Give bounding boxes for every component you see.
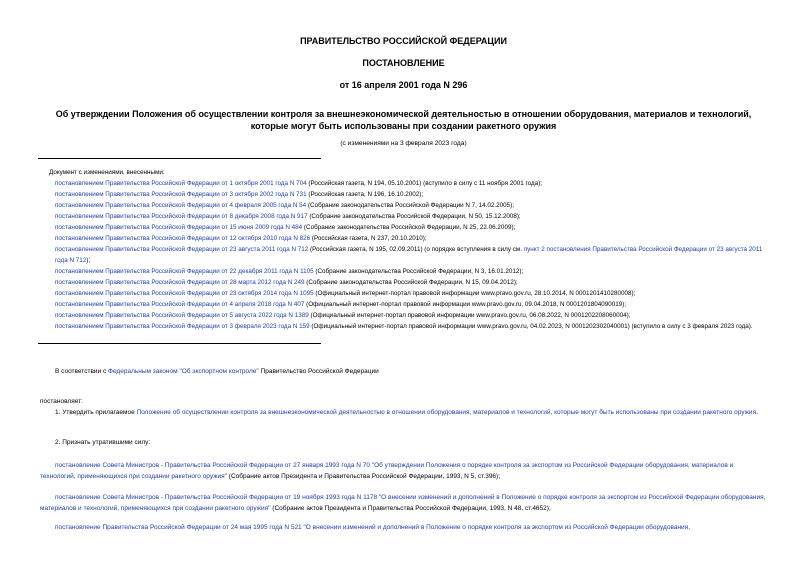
- amendment-item: [40, 178, 768, 189]
- amendment-source: (Официальный интернет-портал правовой информации www.pravo.gov.ru, 28.10.2014, N 0001201410280008);: [313, 290, 636, 297]
- amendment-item: [40, 299, 768, 310]
- preamble-paragraph: В соответствии с Федеральным законом "Об экспортном контроле" Правительство Российской Федерации: [55, 368, 379, 375]
- amendment-item: [40, 277, 768, 288]
- decree-verb: постановляет:: [40, 398, 83, 405]
- amendments-list: [40, 167, 768, 332]
- amendment-item: [40, 288, 768, 299]
- amendment-source: (Российская газета, N 196, 16.10.2002);: [306, 191, 424, 198]
- divider-bottom: [38, 343, 321, 344]
- amendment-source: (Российская газета, N 195, 02.09.2011) (о порядке вступления в силу см.: [308, 246, 524, 253]
- amendment-link[interactable]: постановлением Правительства Российской Федерации от 8 декабря 2008 года N 917: [55, 213, 308, 220]
- repealed-item-3: [40, 522, 768, 533]
- repealed-item-2: постановление Совета Министров - Правительства Российской Федерации от 19 ноября 1993 года N 1178 "О внесении изменений и дополнений в Положение о порядке контроля за экспортом из Российской Федерации оборудования, материалов и технологий, применяющихся при создании ракетного оружия" (Собрание актов Президента и Правительства Российской Федерации, 1993, N 48, ст.4652);: [40, 494, 766, 512]
- amendment-source: (Собрание законодательства Российской Федерации N 7, 14.02.2005);: [306, 202, 515, 209]
- amendments-heading: Документ с изменениями, внесенными:: [49, 169, 165, 176]
- amendment-link[interactable]: постановлением Правительства Российской Федерации от 15 июня 2009 года N 484: [55, 224, 303, 231]
- amendment-source: (Российская газета, N 194, 05.10.2001) (вступило в силу с 11 ноября 2001 года);: [306, 180, 543, 187]
- amendment-source: (Собрание законодательства Российской Федерации, N 15, 09.04.2012);: [304, 279, 518, 286]
- regulation-link[interactable]: Положение об осуществлении контроля за внешнеэкономической деятельностью в отношении оборудования, материалов и технологий, которые могут быть использованы при создании ракетного оружия: [136, 409, 757, 416]
- amendment-link[interactable]: постановлением Правительства Российской Федерации от 12 октября 2010 года N 826: [55, 235, 311, 242]
- amendment-item: [40, 222, 768, 233]
- amendment-source: (Собрание законодательства Российской Федерации, N 25, 22.06.2009);: [302, 224, 516, 231]
- amendment-source: (Официальный интернет-портал правовой информации www.pravo.gov.ru, 04.02.2023, N 0001202302040001) (вступило в силу с 3 февраля 2023 года).: [309, 323, 753, 330]
- amendment-source-end: );: [86, 257, 91, 264]
- amendment-source: (Официальный интернет-портал правовой информации www.pravo.gov.ru, 09.04.2018, N 0001201804090019);: [304, 301, 627, 308]
- amendment-item: [40, 200, 768, 211]
- repealed-link-1995-521[interactable]: постановление Правительства Российской Федерации от 24 мая 1995 года N 521 "О внесении изменений и дополнений в Положение о порядке контроля за экспортом из Российской Федерации оборудования,: [55, 524, 691, 531]
- amendment-link[interactable]: постановлением Правительства Российской Федерации от 22 декабря 2011 года N 1105: [55, 268, 314, 275]
- amendment-item: [40, 233, 768, 244]
- amendment-item: [40, 266, 768, 277]
- amendment-source: (Российская газета, N 237, 20.10.2010);: [310, 235, 427, 242]
- amendment-link[interactable]: постановлением Правительства Российской Федерации от 5 августа 2022 года N 1389: [55, 312, 309, 319]
- divider-top: [38, 158, 321, 159]
- paragraph-1: 1. Утвердить прилагаемое Положение об осуществлении контроля за внешнеэкономической деятельностью в отношении оборудования, материалов и технологий, которые могут быть использованы при создании ракетного оружия.: [55, 409, 758, 416]
- amendment-item: [40, 211, 768, 222]
- amendment-item: [40, 189, 768, 200]
- paragraph-2: 2. Признать утратившими силу:: [55, 439, 151, 446]
- export-control-law-link[interactable]: Федеральным законом "Об экспортном контроле": [108, 368, 259, 375]
- amendment-link[interactable]: постановлением Правительства Российской Федерации от 23 августа 2011 года N 712: [55, 246, 309, 253]
- amendment-item: [40, 244, 768, 266]
- amendment-source: (Официальный интернет-портал правовой информации www.pravo.gov.ru, 06.08.2022, N 0001202208060004);: [308, 312, 631, 319]
- amendment-link[interactable]: постановлением Правительства Российской Федерации от 23 октября 2014 года N 1095: [55, 290, 314, 297]
- amendment-source: (Собрание законодательства Российской Федерации, N 3, 16.01.2012);: [313, 268, 524, 275]
- document-title: Об утверждении Положения об осуществлении контроля за внешнеэкономической деятельностью в отношении оборудования, материалов и технологий, которые могут быть использованы при создании ракетного оружия: [55, 109, 752, 131]
- repealed-link-1993-70[interactable]: постановление Совета Министров - Правительства Российской Федерации от 27 января 1993 года N 70 "Об утверждении Положения о порядке контроля за экспортом из Российской Федерации оборудования, материалов и технологий, применяющихся при создании ракетного оружия": [40, 462, 734, 480]
- repealed-link-1993-1178[interactable]: постановление Совета Министров - Правительства Российской Федерации от 19 ноября 1993 года N 1178 "О внесении изменений и дополнений в Положение о порядке контроля за экспортом из Российской Федерации оборудования, материалов и технологий, применяющихся при создании ракетного оружия": [40, 494, 766, 512]
- amendment-link[interactable]: постановлением Правительства Российской Федерации от 1 октября 2001 года N 704: [55, 180, 307, 187]
- amendment-link[interactable]: постановлением Правительства Российской Федерации от 4 февраля 2005 года N 54: [55, 202, 307, 209]
- amendment-reference-link[interactable]: пункт 2 постановления Правительства Российской Федерации от 23 августа 2011 года N 712: [55, 246, 763, 264]
- repealed-item-1: постановление Совета Министров - Правительства Российской Федерации от 27 января 1993 года N 70 "Об утверждении Положения о порядке контроля за экспортом из Российской Федерации оборудования, материалов и технологий, применяющихся при создании ракетного оружия" (Собрание актов Президента и Правительства Российской Федерации, 1993, N 5, ст.396);: [40, 462, 734, 480]
- amendment-link[interactable]: постановлением Правительства Российской Федерации от 4 апреля 2018 года N 407: [55, 301, 305, 308]
- government-header: ПРАВИТЕЛЬСТВО РОССИЙСКОЙ ФЕДЕРАЦИИ: [300, 36, 507, 46]
- document-type: ПОСТАНОВЛЕНИЕ: [362, 58, 445, 68]
- amendment-link[interactable]: постановлением Правительства Российской Федерации от 28 марта 2012 года N 249: [55, 279, 305, 286]
- amendment-link[interactable]: постановлением Правительства Российской Федерации от 3 октября 2002 года N 731: [55, 191, 307, 198]
- document-date-number: от 16 апреля 2001 года N 296: [339, 80, 468, 90]
- amendment-source: (Собрание законодательства Российской Федерации, N 50, 15.12.2008);: [307, 213, 521, 220]
- amendment-item: [40, 310, 768, 321]
- amendment-link[interactable]: постановлением Правительства Российской Федерации от 3 февраля 2023 года N 159: [55, 323, 310, 330]
- changes-note: (с изменениями на 3 февраля 2023 года): [340, 140, 467, 147]
- amendment-item: [40, 321, 768, 332]
